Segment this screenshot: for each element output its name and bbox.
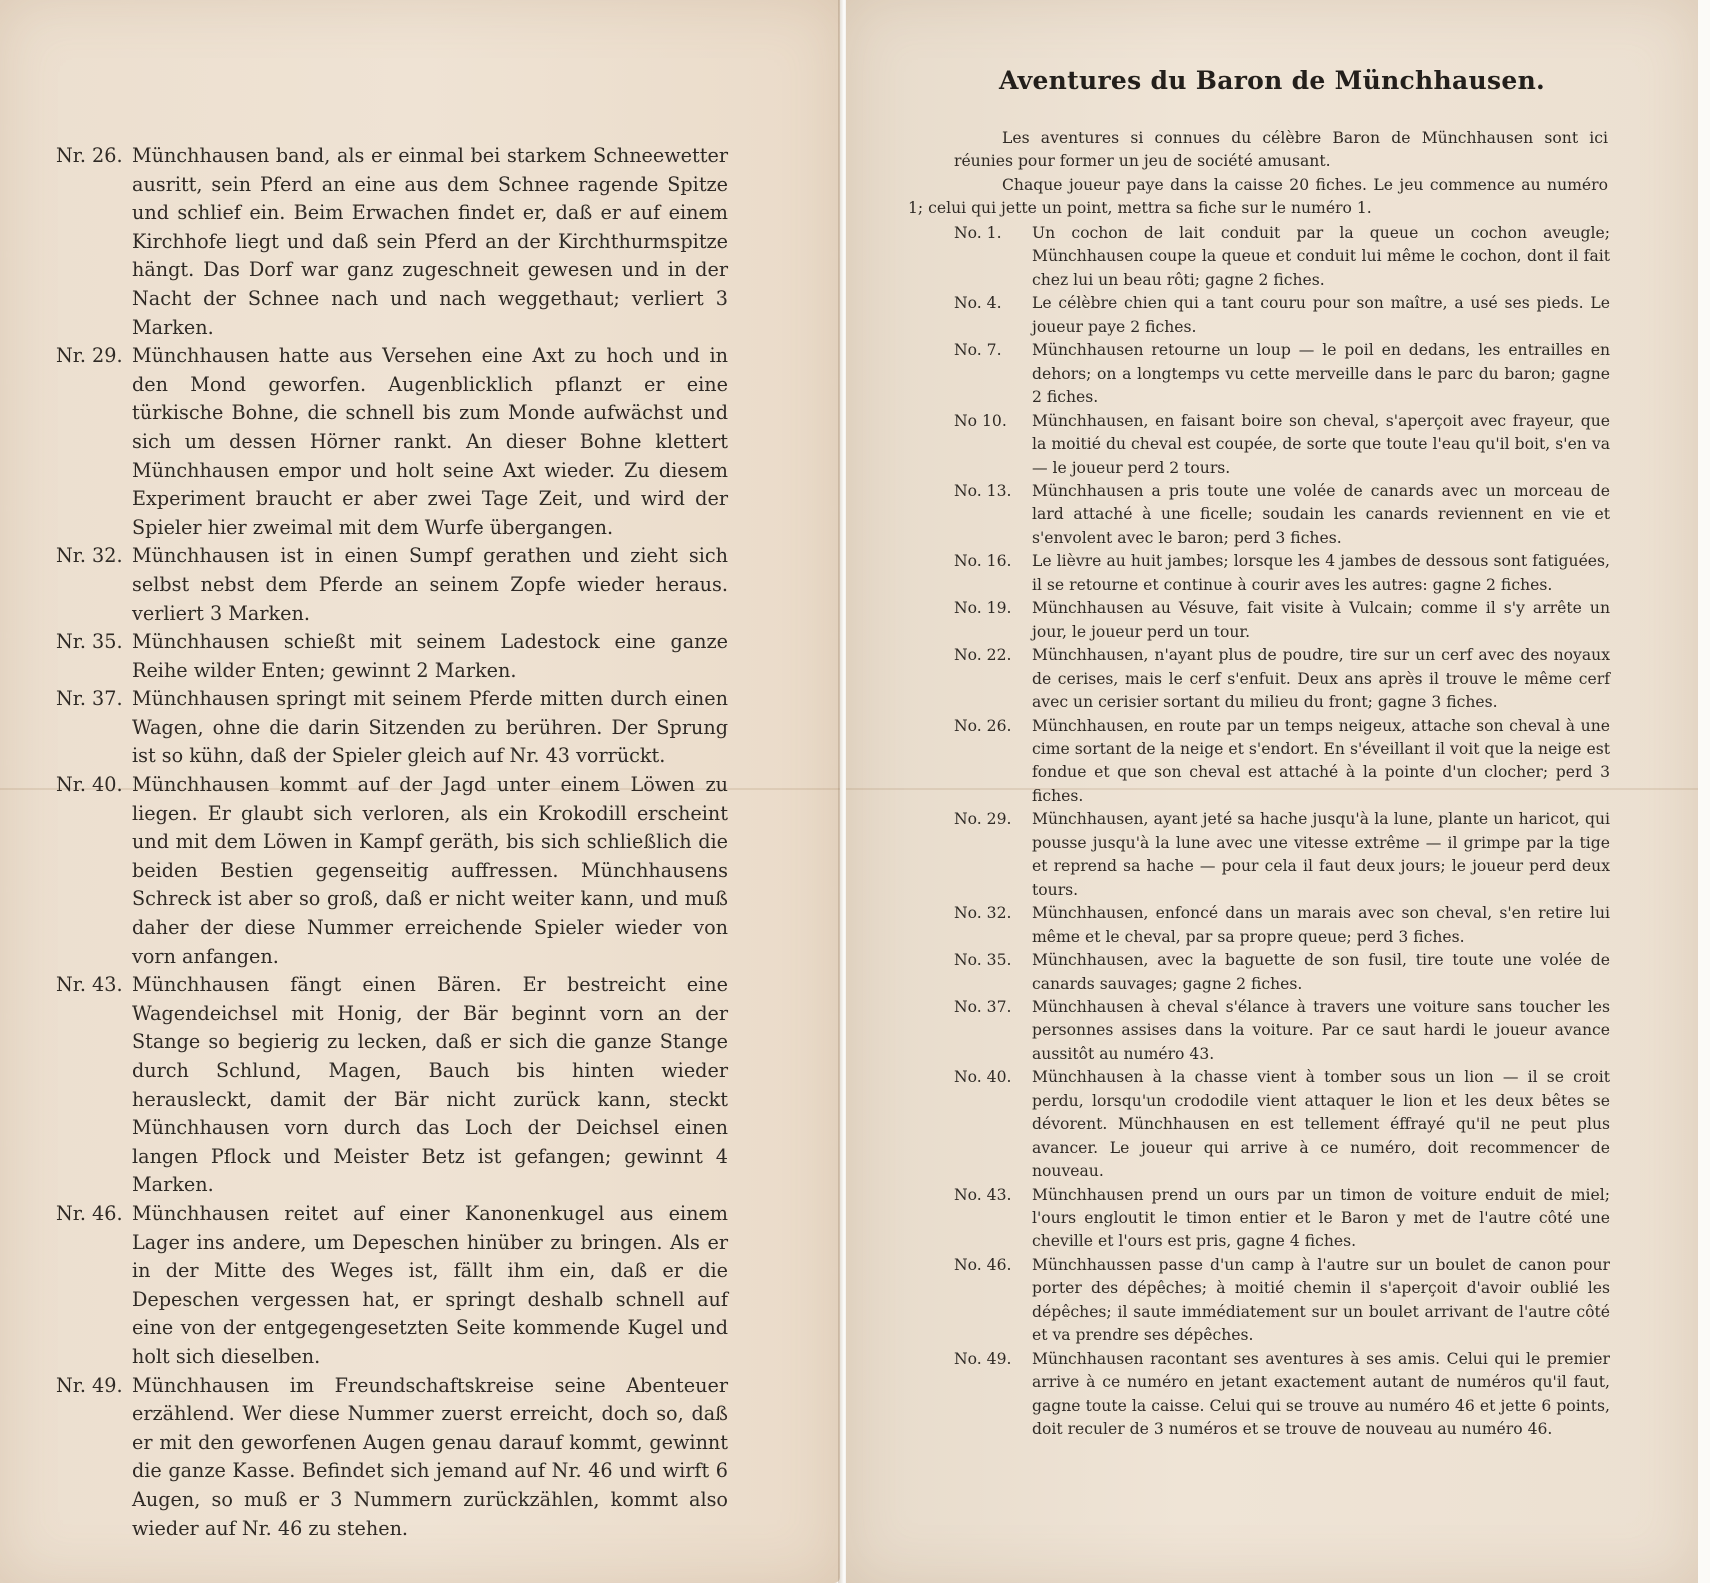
page-title: Aventures du Baron de Münchhausen. [998,66,1546,95]
german-rules-list [56,142,728,1543]
entry-text: Münchhausen band, als er einmal bei starkem Schneewetter ausritt, sein Pferd an eine aus dem Schnee ragende Spitze und schlief ein. Beim Erwachen findet er, daß er auf einem Kirchhofe liegt und daß sein Pferd an der Kirchthurmspitze hängt. Das Dorf war ganz zugeschneit gewesen und in der Nacht der Schnee nach und nach weggethaut; verliert 3 Marken. [132,144,728,339]
entry-number: No. 13. [954,481,1012,500]
entry-number: Nr. 49. [56,1373,123,1397]
rule-entry [56,1372,728,1544]
rule-entry [954,410,1610,480]
rule-entry [56,1200,728,1372]
rule-entry [954,550,1610,597]
rule-entry [56,542,728,628]
entry-text: Münchhausen, en route par un temps neigeux, attache son cheval à une cime sortant de la neige et s'endort. En s'éveillant il voit que la neige est fondue et que son cheval est attaché à la pointe d'un clocher; perd 3 fiches. [1032,716,1610,805]
entry-text: Münchhausen, enfoncé dans un marais avec son cheval, s'en retire lui même et le cheval, par sa propre queue; perd 3 fiches. [1032,904,1610,946]
entry-number: No. 46. [954,1255,1012,1274]
entry-text: Münchhausen racontant ses aventures à ses amis. Celui qui le premier arrive à ce numéro en jetant exactement autant de numéros qu'il faut, gagne toute la caisse. Celui qui se trouve au numéro 46 et jette 6 points, doit reculer de 3 numéros et se trouve de nouveau au numéro 46. [1032,1349,1610,1439]
rule-entry [56,628,728,685]
entry-number: No. 16. [954,552,1012,571]
rule-entry [56,685,728,771]
intro-paragraph: Chaque joueur paye dans la caisse 20 fiches. Le jeu commence au numéro 1; celui qui jette un point, mettra sa fiche sur le numéro 1. [908,175,1608,218]
entry-number: Nr. 40. [56,773,123,797]
entry-number: No. 32. [954,904,1012,923]
entry-text: Münchhausen, n'ayant plus de poudre, tire sur un cerf avec des noyaux de cerises, mais le cerf s'enfuit. Deux ans après il trouve le même cerf avec un cerisier sortant du milieu du front; gagne 3 fiches. [1032,646,1610,712]
entry-text: Münchhausen kommt auf der Jagd unter einem Löwen zu liegen. Er glaubt sich verloren, als ein Krokodill erscheint und mit dem Löwen in Kampf geräth, bis sich schließlich die beiden Bestien gegenseitig auffressen. Münchhausens Schreck ist aber so groß, daß er nicht weiter kann, und muß daher der diese Nummer erreichende Spieler wieder von vorn anfangen. [132,773,728,968]
entry-number: No. 1. [954,224,1002,242]
entry-text: Münchhausen prend un ours par un timon de voiture enduit de miel; l'ours engloutit le timon entier et le Baron y met de l'autre côté une cheville et l'ours est pris, gagne 4 fiches. [1032,1185,1610,1251]
entry-text: Münchhausen, en faisant boire son cheval, s'aperçoit avec frayeur, que la moitié du cheval est coupée, de sorte que toute l'eau qu'il boit, s'en va — le joueur perd 2 tours. [1032,411,1610,477]
entry-number: Nr. 32. [56,544,123,568]
intro-paragraph: Les aventures si connues du célèbre Baron de Münchhausen sont ici réunies pour former un jeu de société amusant. [954,129,1608,171]
rule-entry [954,949,1610,996]
rule-entry [954,902,1610,949]
entry-number: No. 49. [954,1349,1012,1368]
entry-number: Nr. 46. [56,1201,123,1225]
rule-entry [954,715,1610,809]
rule-entry [954,597,1610,644]
rule-entry [954,1254,1610,1348]
entry-text: Münchhausen à la chasse vient à tomber sous un lion — il se croit perdu, lorsqu'un crododile vient attaquer le lion et les deux bêtes se dévorent. Münchhausen en est tellement éffrayé qu'il ne peut plus avancer. Le joueur qui arrive à ce numéro, doit recommencer de nouveau. [1032,1068,1610,1181]
intro-text [908,127,1608,221]
entry-number: No. 22. [954,646,1012,665]
rule-entry [954,292,1610,339]
entry-text: Münchhausen, avec la baguette de son fusil, tire toute une volée de canards sauvages; gagne 2 fiches. [1032,951,1610,993]
entry-text: Münchhausen à cheval s'élance à travers une voiture sans toucher les personnes assises dans la voiture. Par ce saut hardi le joueur avance aussitôt au numéro 43. [1032,997,1610,1063]
rule-entry [56,971,728,1200]
entry-text: Münchhausen a pris toute une volée de canards avec un morceau de lard attaché à une ficelle; soudain les canards reviennent en vie et s'envolent avec le baron; perd 3 fiches. [1032,481,1610,547]
rule-entry [56,342,728,542]
entry-text: Le célèbre chien qui a tant couru pour son maître, a usé ses pieds. Le joueur paye 2 fiches. [1032,294,1610,336]
rule-entry [954,222,1610,292]
entry-text: Münchhausen retourne un loup — le poil en dedans, les entrailles en dehors; on a longtemps vu cette merveille dans le parc du baron; gagne 2 fiches. [1032,341,1610,407]
entry-text: Münchhausen au Vésuve, fait visite à Vulcain; comme il s'y arrête un jour, le joueur perd un tour. [1032,599,1610,641]
entry-text: Münchhausen, ayant jeté sa hache jusqu'à la lune, plante un haricot, qui pousse jusqu'à la lune avec une vitesse extrême — il grimpe par la tige et reprend sa hache — pour cela il faut deux jours; le joueur perd deux tours. [1032,810,1610,899]
rule-entry [954,480,1610,550]
rule-entry [954,339,1610,409]
entry-number: Nr. 26. [56,144,123,167]
rule-entry [954,1184,1610,1254]
entry-number: No. 7. [954,341,1002,360]
rule-entry [56,771,728,971]
entry-text: Münchhaussen passe d'un camp à l'autre sur un boulet de canon pour porter des dépêches; à moitié chemin il s'aperçoit d'avoir oublié les dépêches; il saute immédiatement sur un boulet arrivant de l'autre côté et va prendre ses dépêches. [1032,1255,1610,1345]
entry-text: Münchhausen fängt einen Bären. Er bestreicht eine Wagendeichsel mit Honig, der Bär beginnt vorn an der Stange so begierig zu lecken, daß er sich die ganze Stange durch Schlund, Magen, Bauch bis hinten wieder herausleckt, damit der Bär nicht zurück kann, steckt Münchhausen vorn durch das Loch der Deichsel einen langen Pflock und Meister Betz ist gefangen; gewinnt 4 Marken. [132,973,728,1197]
entry-text: Un cochon de lait conduit par la queue un cochon aveugle; Münchhausen coupe la queue et conduit lui même le cochon, dont il fait chez lui un beau rôti; gagne 2 fiches. [1032,224,1610,289]
entry-number: No. 37. [954,997,1012,1016]
entry-number: Nr. 29. [56,344,123,368]
rule-entry [954,1348,1610,1442]
entry-number: Nr. 43. [56,973,123,997]
entry-text: Münchhausen hatte aus Versehen eine Axt zu hoch und in den Mond geworfen. Augenblicklich pflanzt er eine türkische Bohne, die schnell bis zum Monde aufwächst und sich um dessen Hörner rankt. An dieser Bohne klettert Münchhausen empor und holt seine Axt wieder. Zu diesem Experiment braucht er aber zwei Tage Zeit, und wird der Spieler hier zweimal mit dem Wurfe übergangen. [132,344,728,539]
entry-number: No. 26. [954,716,1012,735]
rule-entry [954,808,1610,902]
rule-entry [954,644,1610,714]
rule-entry [56,142,728,342]
entry-number: No. 29. [954,810,1012,829]
entry-text: Münchhausen reitet auf einer Kanonenkugel aus einem Lager ins andere, um Depeschen hinüber zu bringen. Als er in der Mitte des Weges ist, fällt ihm ein, daß er die Depeschen vergessen hat, er springt deshalb schnell auf eine von der entgegengesetzten Seite kommende Kugel und holt sich dieselben. [132,1201,728,1368]
entry-text: Münchhausen ist in einen Sumpf gerathen und zieht sich selbst nebst dem Pferde an seinem Zopfe wieder heraus. verliert 3 Marken. [132,544,728,625]
entry-number: Nr. 35. [56,630,123,654]
entry-text: Münchhausen springt mit seinem Pferde mitten durch einen Wagen, ohne die darin Sitzenden zu berühren. Der Sprung ist so kühn, daß der Spieler gleich auf Nr. 43 vorrückt. [132,687,728,768]
entry-number: Nr. 37. [56,687,123,711]
rule-entry [954,1066,1610,1183]
entry-number: No. 35. [954,951,1012,970]
entry-text: Münchhausen im Freundschaftskreise seine Abenteuer erzählend. Wer diese Nummer zuerst erreicht, doch so, daß er mit den geworfenen Augen genau darauf kommt, gewinnt die ganze Kasse. Befindet sich jemand auf Nr. 46 und wirft 6 Augen, so muß er 3 Nummern zurückzählen, kommt also wieder auf Nr. 46 zu stehen. [132,1373,728,1540]
entry-number: No. 19. [954,599,1012,618]
entry-text: Münchhausen schießt mit seinem Ladestock eine ganze Reihe wilder Enten; gewinnt 2 Marken. [132,630,728,682]
rule-entry [954,996,1610,1066]
entry-text: Le lièvre au huit jambes; lorsque les 4 jambes de dessous sont fatiguées, il se retourne et continue à courir aves les autres: gagne 2 fiches. [1032,552,1610,594]
entry-number: No. 40. [954,1068,1012,1087]
entry-number: No. 43. [954,1185,1012,1204]
entry-number: No. 4. [954,294,1002,313]
entry-number: No 10. [954,411,1007,430]
french-rules-list [954,222,1610,1442]
